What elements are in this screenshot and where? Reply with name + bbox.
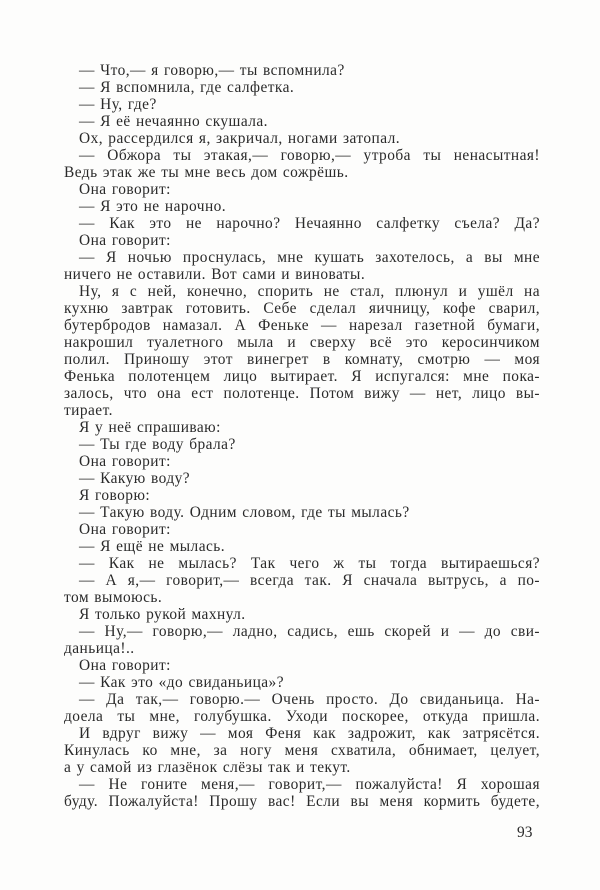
text-line: Я у неё спрашиваю: bbox=[79, 419, 221, 436]
text-line: — Что,— я говорю,— ты вспомнила? bbox=[79, 62, 345, 79]
text-line: — Я ещё не мылась. bbox=[79, 538, 226, 555]
text-line: кухню завтрак готовить. Себе сделал яичницу, кофе сварил, bbox=[64, 300, 540, 317]
text-line: И вдруг вижу — моя Феня как задрожит, как затрясётся. bbox=[79, 725, 540, 742]
text-line: — Я это не нарочно. bbox=[79, 198, 227, 215]
text-line: Кинулась ко мне, за ногу меня схватила, обнимает, целует, bbox=[64, 742, 540, 759]
text-line: — Я ночью проснулась, мне кушать захотелось, а вы мне bbox=[79, 249, 540, 266]
book-page-text bbox=[64, 62, 540, 810]
text-line: — Я её нечаянно скушала. bbox=[79, 113, 268, 130]
text-line: накрошил туалетного мыла и сверху всё это керосинчиком bbox=[64, 334, 540, 351]
text-line: — Ну, где? bbox=[79, 96, 157, 113]
text-line: Она говорит: bbox=[79, 181, 171, 198]
text-line: Ведь этак же ты мне весь дом сожрёшь. bbox=[64, 164, 349, 181]
text-line: — Такую воду. Одним словом, где ты мылась? bbox=[79, 504, 410, 521]
text-line: Она говорит: bbox=[79, 453, 171, 470]
text-line: бутербродов намазал. А Феньке — нарезал газетной бумаги, bbox=[64, 317, 540, 334]
text-line: — Как не мылась? Так чего ж ты тогда вытираешься? bbox=[79, 555, 540, 572]
text-line: — Ну,— говорю,— ладно, садись, ешь скорей и — до сви- bbox=[79, 623, 540, 640]
text-line: — Я вспомнила, где салфетка. bbox=[79, 79, 295, 96]
text-line: доела ты мне, голубушка. Уходи поскорее, откуда пришла. bbox=[64, 708, 540, 725]
text-line: даньица!.. bbox=[64, 640, 135, 657]
text-line: — Не гоните меня,— говорит,— пожалуйста! Я хорошая bbox=[79, 776, 540, 793]
text-line: — Какую воду? bbox=[79, 470, 191, 487]
text-line: — Как это «до свиданьица»? bbox=[79, 674, 284, 691]
text-line: том вымоюсь. bbox=[64, 589, 163, 606]
text-line: Она говорит: bbox=[79, 521, 171, 538]
text-line: Я говорю: bbox=[79, 487, 151, 504]
text-line: — Ты где воду брала? bbox=[79, 436, 236, 453]
text-line: Я только рукой махнул. bbox=[79, 606, 246, 623]
text-line: Фенька полотенцем лицо вытирает. Я испугался: мне пока- bbox=[64, 368, 540, 385]
text-line: Ох, рассердился я, закричал, ногами затопал. bbox=[79, 130, 401, 147]
text-line: полил. Приношу этот винегрет в комнату, смотрю — моя bbox=[64, 351, 540, 368]
text-line: Она говорит: bbox=[79, 657, 171, 674]
text-line: ничего не оставили. Вот сами и виноваты. bbox=[64, 266, 366, 283]
text-line: — Как это не нарочно? Нечаянно салфетку съела? Да? bbox=[79, 215, 540, 232]
text-line: — Да так,— говорю.— Очень просто. До свиданьица. На- bbox=[79, 691, 540, 708]
text-line: Ну, я с ней, конечно, спорить не стал, плюнул и ушёл на bbox=[79, 283, 540, 300]
text-line: а у самой из глазёнок слёзы так и текут. bbox=[64, 759, 351, 776]
text-line: залось, что она ест полотенце. Потом вижу — нет, лицо вы- bbox=[64, 385, 540, 402]
page-number: 93 bbox=[517, 824, 533, 841]
text-line: — А я,— говорит,— всегда так. Я сначала вытрусь, а по- bbox=[79, 572, 540, 589]
text-line: тирает. bbox=[64, 402, 113, 419]
text-line: буду. Пожалуйста! Прошу вас! Если вы меня кормить будете, bbox=[64, 793, 540, 810]
text-line: Она говорит: bbox=[79, 232, 171, 249]
text-line: — Обжора ты этакая,— говорю,— утроба ты ненасытная! bbox=[79, 147, 540, 164]
